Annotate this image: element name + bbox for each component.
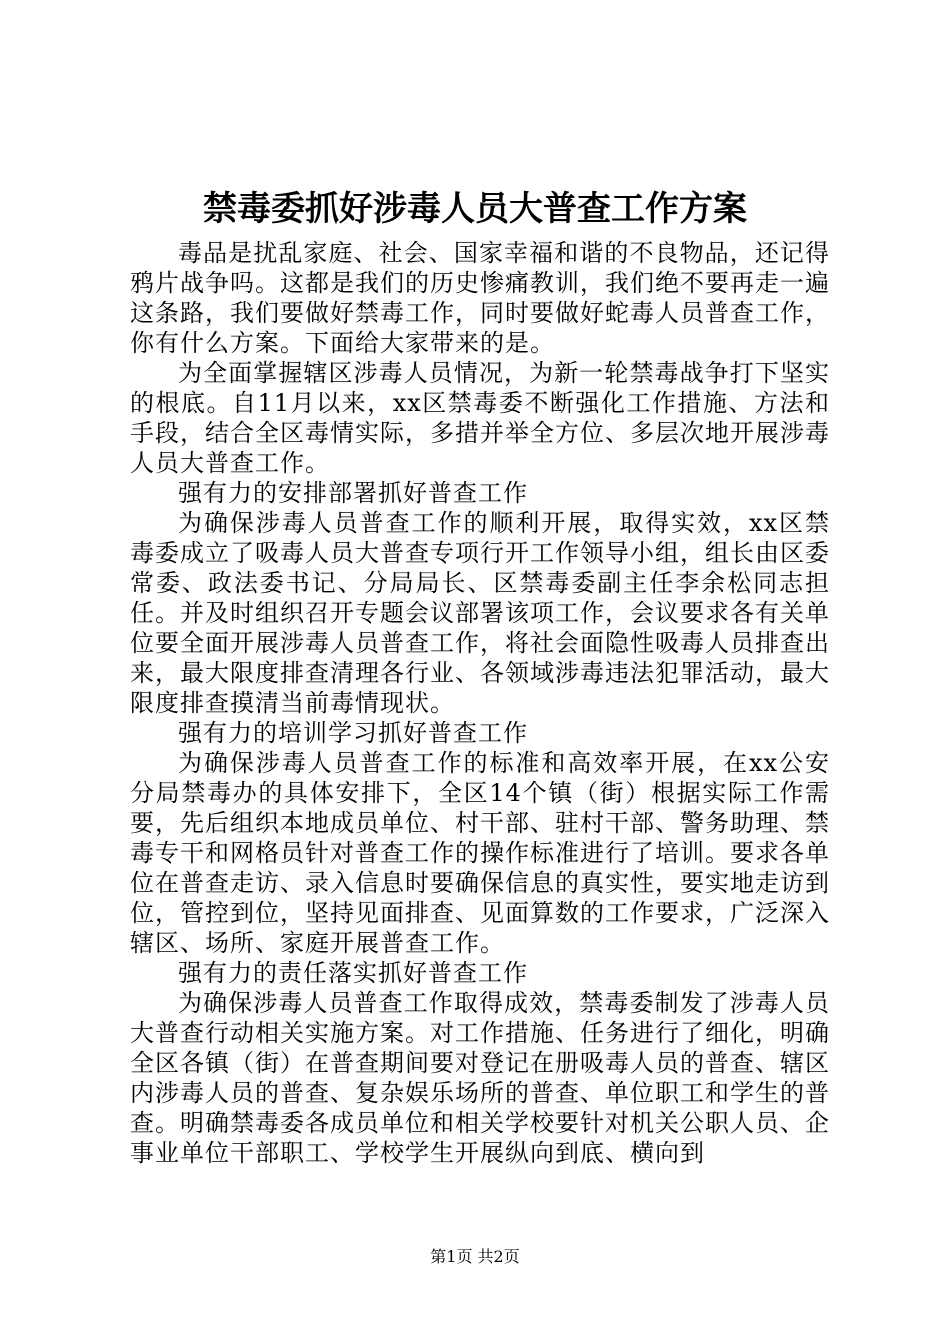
document-title: 禁毒委抓好涉毒人员大普查工作方案 <box>203 189 747 229</box>
section-heading: 强有力的安排部署抓好普查工作 <box>178 479 528 507</box>
section-heading: 强有力的培训学习抓好普查工作 <box>178 719 528 747</box>
document-body <box>130 238 830 1168</box>
paragraph: 为确保涉毒人员普查工作取得成效，禁毒委制发了涉毒人员大普查行动相关实施方案。对工作措施、任务进行了细化，明确全区各镇（街）在普查期间要对登记在册吸毒人员的普查、辖区内涉毒人员的普查、复杂娱乐场所的普查、单位职工和学生的普查。明确禁毒委各成员单位和相关学校要针对机关公职人员、企事业单位干部职工、学校学生开展纵向到底、横向到 <box>130 989 830 1167</box>
paragraph: 为全面掌握辖区涉毒人员情况，为新一轮禁毒战争打下坚实的根底。自11月以来，xx区禁毒委不断强化工作措施、方法和手段，结合全区毒情实际，多措并举全方位、多层次地开展涉毒人员大普查工作。 <box>130 359 830 477</box>
paragraph: 毒品是扰乱家庭、社会、国家幸福和谐的不良物品，还记得鸦片战争吗。这都是我们的历史惨痛教训，我们绝不要再走一遍这条路，我们要做好禁毒工作，同时要做好蛇毒人员普查工作，你有什么方案。下面给大家带来的是。 <box>130 239 830 357</box>
section-heading: 强有力的责任落实抓好普查工作 <box>178 959 528 987</box>
paragraph: 为确保涉毒人员普查工作的顺利开展，取得实效，xx区禁毒委成立了吸毒人员大普查专项行开工作领导小组，组长由区委常委、政法委书记、分局局长、区禁毒委副主任李余松同志担任。并及时组织召开专题会议部署该项工作，会议要求各有关单位要全面开展涉毒人员普查工作，将社会面隐性吸毒人员排查出来，最大限度排查清理各行业、各领域涉毒违法犯罪活动，最大限度排查摸清当前毒情现状。 <box>130 509 830 717</box>
page-footer: 第1页 共2页 <box>430 1247 520 1266</box>
paragraph: 为确保涉毒人员普查工作的标准和高效率开展，在xx公安分局禁毒办的具体安排下，全区14个镇（街）根据实际工作需要，先后组织本地成员单位、村干部、驻村干部、警务助理、禁毒专干和网格员针对普查工作的操作标准进行了培训。要求各单位在普查走访、录入信息时要确保信息的真实性，要实地走访到位，管控到位，坚持见面排查、见面算数的工作要求，广泛深入辖区、场所、家庭开展普查工作。 <box>130 749 830 957</box>
